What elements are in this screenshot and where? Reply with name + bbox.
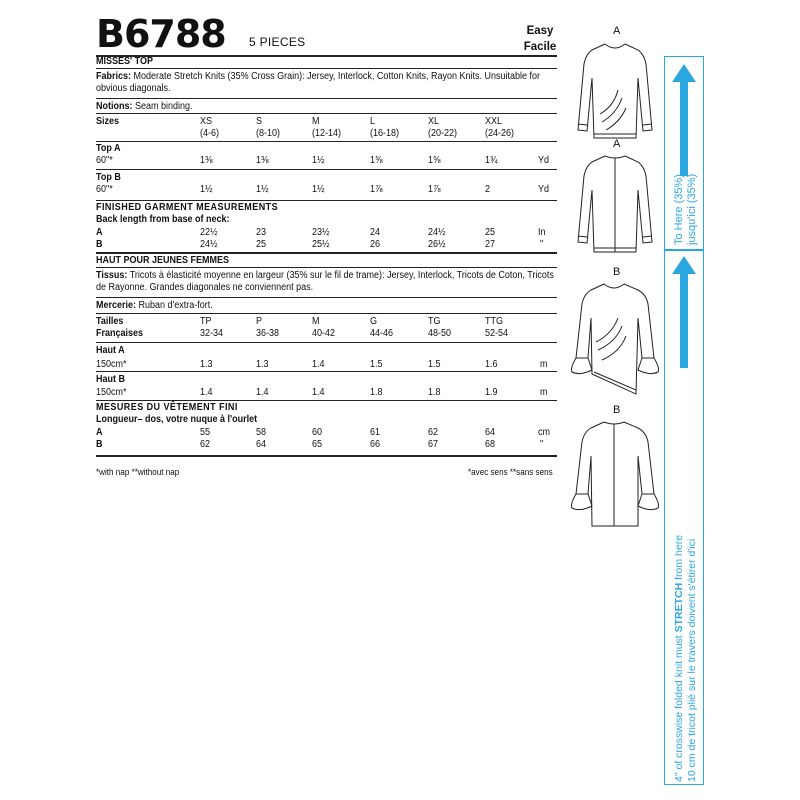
divider — [96, 267, 557, 268]
unit-label: Yd — [538, 184, 550, 195]
table-cell: 1⅝ — [370, 155, 383, 166]
stretch-instruction-en — [673, 535, 685, 782]
unit-label: m — [540, 387, 548, 398]
table-cell: 23½ — [312, 227, 330, 238]
footnote-fr: *avec sens **sans sens — [468, 467, 553, 477]
table-cell: 1.4 — [200, 387, 213, 398]
longueur-label: Longueur– dos, votre nuque à l'ourlet — [96, 414, 258, 425]
jusqu-ici-label: jusqu'ici (35%) — [686, 173, 698, 245]
sizes-label: Sizes — [96, 116, 120, 127]
size-range: (4-6) — [200, 128, 220, 139]
table-cell: 1⅞ — [428, 184, 441, 195]
pieces-count: 5 PIECES — [249, 35, 306, 49]
top-b-back-illustration — [566, 416, 664, 531]
table-cell: 24½ — [428, 227, 446, 238]
difficulty-fr: Facile — [523, 41, 557, 53]
mercerie-text — [96, 300, 213, 312]
divider — [96, 98, 557, 99]
arrow-up-icon — [666, 60, 702, 180]
table-cell: 1.6 — [485, 359, 498, 370]
size-range: (8-10) — [256, 128, 281, 139]
size-tg: TG — [428, 316, 441, 327]
view-label-b-front: B — [613, 266, 621, 278]
size-xs: XS — [200, 116, 213, 127]
footnote-en: *with nap **without nap — [96, 467, 180, 477]
divider — [96, 141, 557, 142]
unit-label: cm — [538, 427, 551, 438]
difficulty-en: Easy — [526, 25, 554, 37]
size-range: (24-26) — [485, 128, 515, 139]
table-cell: 2 — [485, 184, 491, 195]
fabrics-text — [96, 71, 555, 95]
table-cell: 24½ — [200, 239, 218, 250]
tissus-text — [96, 270, 555, 294]
haut-b-label: Haut B — [96, 374, 126, 385]
unit-label: In — [538, 227, 546, 238]
section-title-en: MISSES' TOP — [96, 56, 153, 67]
table-cell: 67 — [428, 439, 439, 450]
table-cell: 1½ — [256, 184, 269, 195]
unit-label: " — [540, 439, 544, 450]
mercerie-label: Mercerie: — [96, 300, 137, 311]
top-a-width: 60"* — [96, 155, 113, 166]
table-cell: 1½ — [312, 155, 325, 166]
table-cell: 26 — [370, 239, 381, 250]
table-cell: 23 — [256, 227, 267, 238]
row-label: A — [96, 227, 103, 238]
top-a-front-illustration — [570, 38, 660, 148]
table-cell: 1.5 — [428, 359, 441, 370]
back-length-label: Back length from base of neck: — [96, 214, 230, 225]
table-cell: 27 — [485, 239, 496, 250]
table-cell: 68 — [485, 439, 496, 450]
size-xl: XL — [428, 116, 440, 127]
haut-b-width: 150cm* — [96, 387, 127, 398]
divider — [96, 400, 557, 401]
divider — [96, 342, 557, 343]
to-here-label: To Here (35%) — [673, 174, 685, 245]
divider — [96, 455, 557, 457]
table-cell: 1.8 — [428, 387, 441, 398]
divider — [96, 200, 557, 201]
size-xxl: XXL — [485, 116, 503, 127]
top-b-label: Top B — [96, 172, 121, 183]
size-range: 32-34 — [200, 328, 224, 339]
instruction-text: 4" of crosswise folded knit must — [673, 632, 685, 782]
size-g: G — [370, 316, 378, 327]
view-label-a-front: A — [613, 25, 621, 37]
section-title-fr: HAUT POUR JEUNES FEMMES — [96, 255, 230, 266]
size-range: 52-54 — [485, 328, 509, 339]
unit-label: " — [540, 239, 544, 250]
tailles-label: Tailles — [96, 316, 124, 327]
table-cell: 1½ — [312, 184, 325, 195]
tissus-label: Tissus: — [96, 270, 128, 281]
pattern-number: B6788 — [96, 12, 226, 56]
stretch-instruction-fr: 10 cm de tricot plié sur le travers doivent s'étirer d'ici — [686, 538, 698, 782]
fabrics-description: Moderate Stretch Knits (35% Cross Grain): Jersey, Interlock, Cotton Knits, Rayon Knits. Unsuitable for obvious diagonals. — [96, 71, 541, 94]
table-cell: 1.9 — [485, 387, 498, 398]
row-label: B — [96, 439, 103, 450]
table-cell: 1⅜ — [200, 155, 213, 166]
size-tp: TP — [200, 316, 212, 327]
finished-measurements-title: FINISHED GARMENT MEASUREMENTS — [96, 202, 279, 213]
top-a-back-illustration — [570, 150, 660, 260]
divider — [96, 169, 557, 170]
notions-description: Seam binding. — [134, 101, 193, 112]
divider — [96, 55, 557, 57]
table-cell: 58 — [256, 427, 267, 438]
table-cell: 62 — [428, 427, 439, 438]
size-range: 40-42 — [312, 328, 336, 339]
size-range: (16-18) — [370, 128, 400, 139]
table-cell: 1⅝ — [428, 155, 441, 166]
table-cell: 62 — [200, 439, 211, 450]
table-cell: 26½ — [428, 239, 446, 250]
divider — [96, 252, 557, 254]
size-m: M — [312, 316, 320, 327]
size-range: 44-46 — [370, 328, 394, 339]
top-b-front-illustration — [566, 278, 664, 398]
view-label-b-back: B — [613, 404, 621, 416]
notions-label: Notions: — [96, 101, 133, 112]
notions-text — [96, 101, 193, 113]
table-cell: 1.5 — [370, 359, 383, 370]
table-cell: 64 — [485, 427, 496, 438]
table-cell: 1.3 — [256, 359, 269, 370]
divider — [96, 313, 557, 314]
table-cell: 1¾ — [485, 155, 498, 166]
table-cell: 60 — [312, 427, 323, 438]
unit-label: Yd — [538, 155, 550, 166]
arrow-up-icon — [666, 252, 702, 372]
divider — [96, 113, 557, 114]
table-cell: 1.4 — [256, 387, 269, 398]
table-cell: 25½ — [312, 239, 330, 250]
francaises-label: Françaises — [96, 328, 144, 339]
table-cell: 66 — [370, 439, 381, 450]
table-cell: 25 — [485, 227, 496, 238]
row-label: A — [96, 427, 103, 438]
mesures-title: MESURES DU VÊTEMENT FINI — [96, 402, 238, 413]
fabrics-label: Fabrics: — [96, 71, 132, 82]
table-cell: 61 — [370, 427, 381, 438]
divider — [96, 297, 557, 298]
size-p: P — [256, 316, 263, 327]
divider — [96, 68, 557, 69]
top-a-label: Top A — [96, 143, 121, 154]
table-cell: 65 — [312, 439, 323, 450]
size-range: (12-14) — [312, 128, 342, 139]
table-cell: 1.3 — [200, 359, 213, 370]
table-cell: 24 — [370, 227, 381, 238]
instruction-emphasis: STRETCH — [673, 582, 685, 633]
unit-label: m — [540, 359, 548, 370]
mercerie-description: Ruban d'extra-fort. — [138, 300, 213, 311]
size-l: L — [370, 116, 376, 127]
tissus-description: Tricots à élasticité moyenne en largeur (35% sur le fil de trame): Jersey, Interlock, Tricots de Coton, Tricots de Rayonne. Grandes diagonales ne conviennent pas. — [96, 270, 554, 293]
table-cell: 64 — [256, 439, 267, 450]
table-cell: 1.4 — [312, 359, 325, 370]
difficulty-badge — [522, 23, 558, 55]
view-label-a-back: A — [613, 138, 621, 150]
haut-a-label: Haut A — [96, 345, 125, 356]
size-m: M — [312, 116, 320, 127]
size-range: (20-22) — [428, 128, 458, 139]
top-b-width: 60"* — [96, 184, 113, 195]
table-cell: 1.8 — [370, 387, 383, 398]
table-cell: 1⅞ — [370, 184, 383, 195]
haut-a-width: 150cm* — [96, 359, 127, 370]
size-range: 36-38 — [256, 328, 280, 339]
table-cell: 1.4 — [312, 387, 325, 398]
divider — [96, 371, 557, 372]
size-range: 48-50 — [428, 328, 452, 339]
size-s: S — [256, 116, 263, 127]
size-ttg: TTG — [485, 316, 503, 327]
table-cell: 55 — [200, 427, 211, 438]
table-cell: 1⅜ — [256, 155, 269, 166]
table-cell: 1½ — [200, 184, 213, 195]
table-cell: 22½ — [200, 227, 218, 238]
row-label: B — [96, 239, 103, 250]
table-cell: 25 — [256, 239, 267, 250]
instruction-text: from here — [673, 534, 685, 583]
